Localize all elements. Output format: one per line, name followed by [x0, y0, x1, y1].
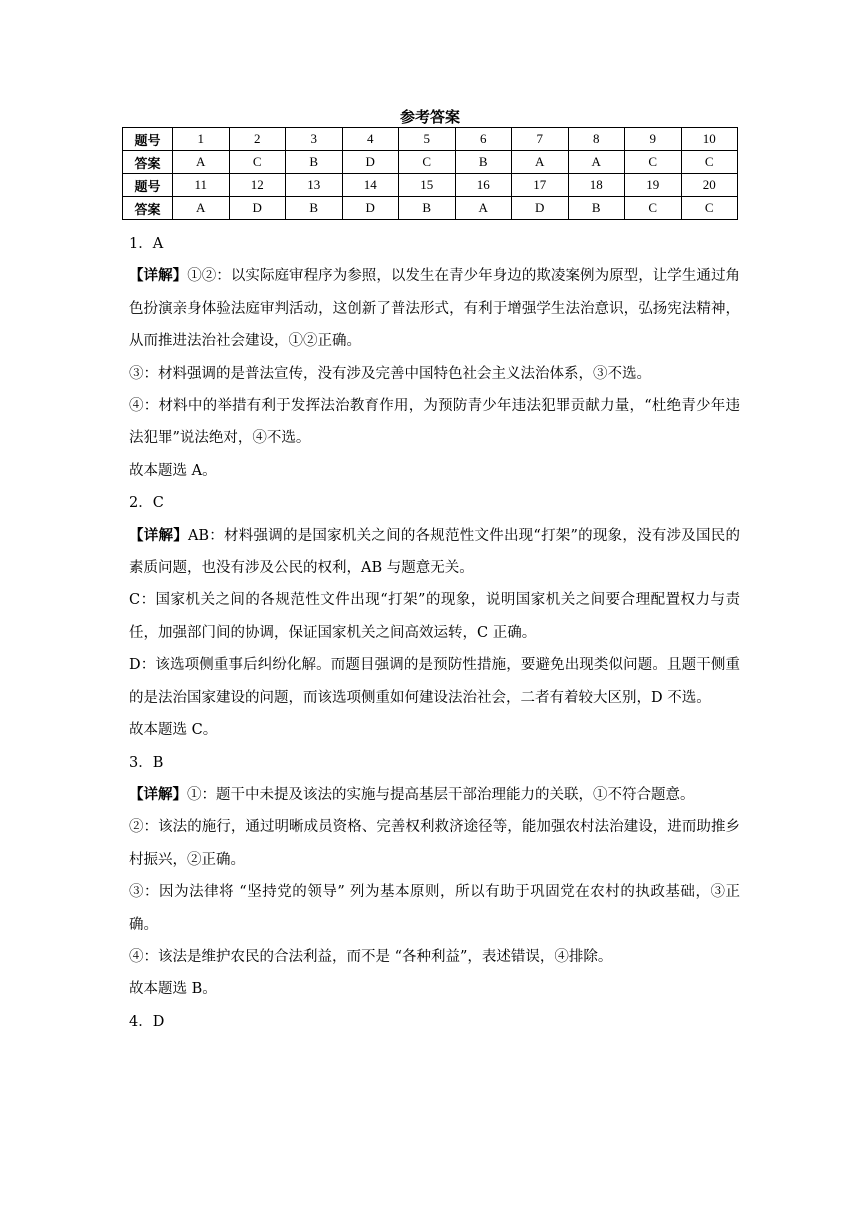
table-cell: 3	[286, 128, 343, 151]
explanation-paragraph: C：国家机关之间的各规范性文件出现“打架”的现象，说明国家机关之间要合理配置权力与责任，加强部门间的协调，保证国家机关之间高效运转，C 正确。	[129, 592, 740, 641]
table-cell: 10	[681, 128, 738, 151]
table-cell: A	[455, 197, 512, 220]
table-cell: D	[229, 197, 286, 220]
row-header-cell: 题号	[123, 128, 173, 151]
detail-tag: 【详解】	[129, 267, 188, 285]
table-cell: 2	[229, 128, 286, 151]
explanation-paragraph: 故本题选 B。	[129, 981, 217, 998]
table-cell: C	[399, 151, 456, 174]
table-cell: C	[625, 151, 682, 174]
table-cell: B	[399, 197, 456, 220]
explanations	[129, 228, 740, 1038]
explanation-paragraph: ③：材料强调的是普法宣传，没有涉及完善中国特色社会主义法治体系，③不选。	[129, 365, 651, 382]
explanation-paragraph: ②：该法的施行，通过明晰成员资格、完善权利救济途径等，能加强农村法治建设，进而助推乡村振兴，②正确。	[129, 819, 740, 868]
table-cell: B	[455, 151, 512, 174]
table-cell: B	[286, 151, 343, 174]
table-cell: C	[625, 197, 682, 220]
table-cell: B	[568, 197, 625, 220]
table-cell: A	[568, 151, 625, 174]
detail-paragraph	[129, 779, 740, 811]
explanation-paragraph: D：该选项侧重事后纠纷化解。而题目强调的是预防性措施，要避免出现类似问题。且题干侧重的是法治国家建设的问题，而该选项侧重如何建设法治社会，二者有着较大区别，D 不选。	[129, 657, 740, 706]
explanation-paragraph: ④：该法是维护农民的合法利益，而不是 “各种利益”，表述错误，④排除。	[129, 948, 613, 965]
explanation-paragraph: 故本题选 A。	[129, 462, 217, 479]
question-answer: 1．A	[129, 236, 164, 252]
table-cell: A	[173, 197, 230, 220]
table-cell: 16	[455, 174, 512, 197]
table-row	[123, 197, 738, 220]
table-cell: 6	[455, 128, 512, 151]
detail-paragraph	[129, 260, 740, 357]
table-cell: 11	[173, 174, 230, 197]
table-cell: 15	[399, 174, 456, 197]
table-cell: C	[229, 151, 286, 174]
table-cell: A	[512, 151, 569, 174]
table-cell: 5	[399, 128, 456, 151]
explanation-paragraph: ④：材料中的举措有利于发挥法治教育作用，为预防青少年违法犯罪贡献力量，“杜绝青少年违法犯罪”说法绝对，④不选。	[129, 398, 740, 447]
row-header-cell: 题号	[123, 174, 173, 197]
table-cell: D	[342, 151, 399, 174]
detail-tag: 【详解】	[129, 785, 187, 803]
table-cell: 12	[229, 174, 286, 197]
table-cell: 8	[568, 128, 625, 151]
table-cell: 4	[342, 128, 399, 151]
explanation-paragraph: 故本题选 C。	[129, 722, 218, 739]
row-header-cell: 答案	[123, 151, 173, 174]
table-cell: 14	[342, 174, 399, 197]
table-cell: 9	[625, 128, 682, 151]
table-cell: A	[173, 151, 230, 174]
table-cell: D	[512, 197, 569, 220]
row-header-cell: 答案	[123, 197, 173, 220]
table-row	[123, 151, 738, 174]
table-cell: C	[681, 151, 738, 174]
table-cell: 19	[625, 174, 682, 197]
detail-tag: 【详解】	[129, 526, 188, 544]
detail-text: ①②：以实际庭审程序为参照，以发生在青少年身边的欺凌案例为原型，让学生通过角色扮演亲身体验法庭审判活动，这创新了普法形式，有利于增强学生法治意识，弘扬宪法精神，从而推进法治社会建设，①②正确。	[129, 268, 741, 350]
table-cell: 7	[512, 128, 569, 151]
table-cell: 1	[173, 128, 230, 151]
question-answer: 3．B	[129, 754, 164, 771]
page-title: 参考答案	[399, 108, 460, 126]
table-cell: C	[681, 197, 738, 220]
table-cell: D	[342, 197, 399, 220]
table-cell: 20	[681, 174, 738, 197]
answer-table	[122, 127, 738, 220]
table-cell: B	[286, 197, 343, 220]
table-cell: 18	[568, 174, 625, 197]
table-cell: 17	[512, 174, 569, 197]
question-answer: 2．C	[129, 495, 164, 512]
detail-paragraph	[129, 520, 740, 585]
table-cell: 13	[286, 174, 343, 197]
explanation-paragraph: ③：因为法律将 “坚持党的领导” 列为基本原则，所以有助于巩固党在农村的执政基础，③正确。	[129, 884, 740, 933]
table-row	[123, 128, 738, 151]
table-row	[123, 174, 738, 197]
detail-text: AB：材料强调的是国家机关之间的各规范性文件出现“打架”的现象，没有涉及国民的素质问题，也没有涉及公民的权利，AB 与题意无关。	[129, 527, 741, 577]
question-answer: 4．D	[129, 1013, 165, 1030]
detail-text: ①：题干中未提及该法的实施与提高基层干部治理能力的关联，①不符合题意。	[187, 786, 695, 803]
